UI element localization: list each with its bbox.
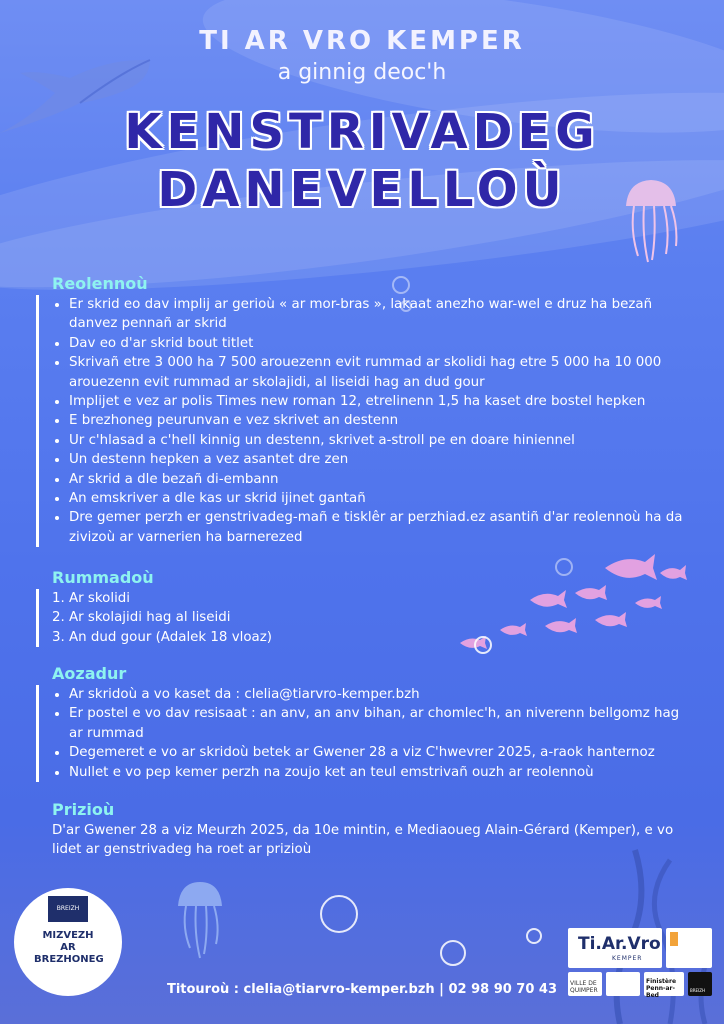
- categories-section: [36, 568, 696, 647]
- list-item: 1. Ar skolidi: [69, 589, 696, 608]
- section-title: Rummadoù: [52, 568, 154, 587]
- list-item: • Dav eo d'ar skrid bout titlet: [69, 334, 696, 353]
- list-item: • Ur c'hlasad a c'hell kinnig un destenn, skrivet a-stroll pe en doare hiniennel: [69, 431, 696, 450]
- section-title: Aozadur: [52, 664, 127, 683]
- finistere-logo: [644, 972, 684, 999]
- section-body: [36, 589, 696, 647]
- organisation-section: [36, 664, 696, 782]
- section-body: [36, 295, 696, 547]
- tiarvro-logo: [568, 928, 662, 968]
- bubble-icon: [526, 928, 542, 944]
- breizh-logo: [688, 972, 712, 996]
- list-item: • Er skrid eo dav implij ar gerioù « ar mor-bras », lakaat anezho war-wel e druz ha bezañ danvez pennañ ar skrid: [69, 295, 696, 334]
- list-item: • Ar skrid a dle bezañ di-embann: [69, 470, 696, 489]
- quimper-logo: [568, 972, 602, 996]
- organizer-name: TI AR VRO KEMPER: [199, 26, 525, 56]
- breizh-logo-text: BREIZH: [690, 988, 705, 993]
- list-item: • Dre gemer perzh er genstrivadeg-mañ e tisklêr ar perzhiad.ez asantiñ d'ar reolennoù ha da zivizoù ar varnerien ha barnerezed: [69, 508, 696, 547]
- list-item: • Implijet e vez ar polis Times new roman 12, etrelinenn 1,5 ha kaset dre bostel hepken: [69, 392, 696, 411]
- rules-list: [51, 295, 696, 547]
- subtitle: a ginnig deoc'h: [277, 60, 447, 85]
- quimper-logo-text: VILLE DE QUIMPER: [570, 980, 598, 994]
- list-item: • E brezhoneg peurunvan e vez skrivet an destenn: [69, 411, 696, 430]
- breizh-logo: BREIZH: [48, 896, 88, 922]
- mediatheques-logo: [666, 928, 712, 968]
- finistere-logo-text: Finistère Penn-ar-Bed: [646, 978, 677, 999]
- bubble-icon: [440, 940, 466, 966]
- list-item: 2. Ar skolajidi hag al liseidi: [69, 608, 696, 627]
- rules-section: [36, 274, 696, 547]
- bubble-icon: [320, 895, 358, 933]
- prizes-text: D'ar Gwener 28 a viz Meurzh 2025, da 10e mintin, e Mediaoueg Alain-Gérard (Kemper), e vo lidet ar genstrivadeg ha roet ar prizioù: [52, 823, 674, 858]
- tiarvro-logo-sub: KEMPER: [612, 955, 643, 962]
- categories-list: [51, 589, 696, 647]
- mizvezh-badge-logo: [14, 888, 122, 996]
- list-item: • Ar skridoù a vo kaset da : clelia@tiarvro-kemper.bzh: [69, 685, 696, 704]
- list-item: • Er postel e vo dav resisaat : an anv, an anv bihan, ar chomlec'h, an niverenn bellgomz hag ar rummad: [69, 704, 696, 743]
- section-title: Prizioù: [52, 800, 115, 819]
- prizes-section: [36, 800, 696, 860]
- page-title-line-1: KENSTRIVADEG: [124, 104, 600, 160]
- contact-line: Titouroù : clelia@tiarvro-kemper.bzh | 02 98 90 70 43: [166, 982, 558, 997]
- list-item: • Degemeret e vo ar skridoù betek ar Gwener 28 a viz C'hwevrer 2025, a-raok hanternoz: [69, 743, 696, 762]
- jellyfish-icon: [170, 878, 230, 968]
- list-item: • An emskriver a dle kas ur skrid ijinet gantañ: [69, 489, 696, 508]
- list-item: • Nullet e vo pep kemer perzh na zoujo ket an teul emstrivañ ouzh ar reolennoù: [69, 763, 696, 782]
- page-title-line-2: DANEVELLOÙ: [157, 162, 567, 218]
- section-title: Reolennoù: [52, 274, 148, 293]
- quimper-logo-mark: [606, 972, 640, 996]
- list-item: • Skrivañ etre 3 000 ha 7 500 arouezenn evit rummad ar skolidi hag etre 5 000 ha 10 000 arouezenn evit rummad ar skolajidi, al liseidi hag an dud gour: [69, 353, 696, 392]
- tiarvro-logo-text: Ti.Ar.Vro: [578, 934, 661, 954]
- list-item: • Un destenn hepken a vez asantet dre zen: [69, 450, 696, 469]
- partner-logos: [568, 928, 712, 998]
- section-body: [36, 685, 696, 782]
- organisation-list: [51, 685, 696, 782]
- list-item: 3. An dud gour (Adalek 18 vloaz): [69, 628, 696, 647]
- badge-text: MIZVEZH AR BREZHONEG: [34, 930, 104, 965]
